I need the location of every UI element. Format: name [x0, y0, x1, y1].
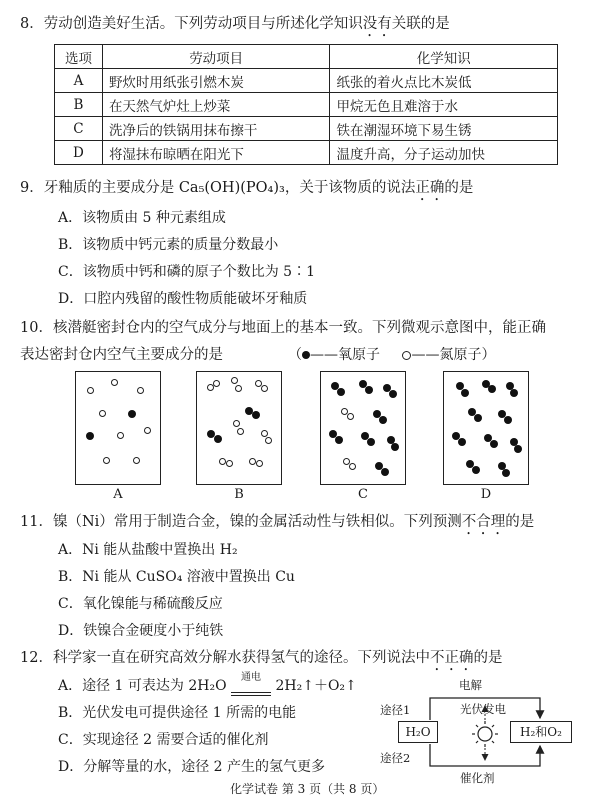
q8-stem: 8．劳动创造美好生活。下列劳动项目与所述化学知识没有关联的是	[20, 16, 450, 32]
oxygen-atom-icon	[490, 440, 498, 448]
nitrogen-atom-icon	[99, 410, 106, 417]
q9-option-b: B．该物质中钙元素的质量分数最小	[58, 237, 279, 253]
nitrogen-atom-icon	[349, 463, 356, 470]
oxygen-atom-icon	[504, 416, 512, 424]
nitrogen-atom-icon	[237, 428, 244, 435]
legend-paren: （	[288, 347, 302, 363]
nitrogen-atom-icon	[137, 387, 144, 394]
legend-nitrogen: ——氮原子	[411, 347, 482, 363]
oxygen-atom-icon	[365, 386, 373, 394]
table-cell: A	[55, 69, 103, 93]
diagram-electrolysis: 电解	[459, 678, 482, 692]
oxygen-atom-icon	[381, 468, 389, 476]
table-header: 选项	[55, 45, 103, 69]
oxygen-atom-icon	[391, 443, 399, 451]
q11-option-a: A．Ni 能从盐酸中置换出 H₂	[58, 542, 238, 558]
table-header: 化学知识	[330, 45, 558, 69]
oxygen-atom-icon	[502, 469, 510, 477]
q9-option-d: D．口腔内残留的酸性物质能破坏牙釉质	[58, 291, 308, 307]
table-row	[55, 93, 558, 117]
diagram-label-b: B	[234, 487, 244, 502]
q11-stem: 11．镍（Ni）常用于制造合金，镍的金属活动性与铁相似。下列预测不合理的是	[20, 514, 535, 530]
oxygen-atom-icon	[86, 432, 94, 440]
q11-option-c: C．氧化镍能与稀硫酸反应	[58, 596, 223, 612]
nitrogen-atom-icon	[347, 413, 354, 420]
diagram-catalyst: 催化剂	[460, 771, 495, 785]
table-cell: 铁在潮湿环境下易生锈	[330, 117, 558, 141]
oxygen-atom-icon	[488, 385, 496, 393]
oxygen-atom-icon	[367, 438, 375, 446]
nitrogen-atom-icon	[233, 420, 240, 427]
table-cell: 温度升高，分子运动加快	[330, 141, 558, 165]
oxygen-atom-icon	[510, 389, 518, 397]
q12-option-a: A．途径 1 可表达为 2H₂O 通电 2H₂↑＋O₂↑	[58, 672, 357, 694]
table-cell: 在天然气炉灶上炒菜	[102, 93, 330, 117]
oxygen-atom-icon	[335, 436, 343, 444]
oxygen-atom-icon	[302, 351, 310, 359]
q9-option-a: A．该物质由 5 种元素组成	[58, 210, 226, 226]
legend-paren: ）	[481, 347, 496, 363]
nitrogen-atom-icon	[231, 377, 238, 384]
diagram-route1: 途径1	[380, 703, 411, 717]
diagram-box-b	[196, 371, 282, 485]
table-cell: 甲烷无色且难溶于水	[330, 93, 558, 117]
oxygen-atom-icon	[514, 445, 522, 453]
q12-option-c: C．实现途径 2 需要合适的催化剂	[58, 732, 269, 748]
table-cell: B	[55, 93, 103, 117]
nitrogen-atom-icon	[219, 458, 226, 465]
diagram-pv: 光伏发电	[460, 702, 506, 716]
page-footer: 化学试卷 第 3 页（共 8 页）	[230, 782, 385, 796]
table-row	[55, 69, 558, 93]
nitrogen-atom-icon	[226, 460, 233, 467]
diagram-label-d: D	[480, 487, 492, 502]
table-cell: 纸张的着火点比木炭低	[330, 69, 558, 93]
oxygen-atom-icon	[128, 410, 136, 418]
oxygen-atom-icon	[472, 466, 480, 474]
oxygen-atom-icon	[389, 390, 397, 398]
table-cell: C	[55, 117, 103, 141]
reaction-arrow: 通电	[231, 682, 271, 696]
diagram-box-a	[75, 371, 161, 485]
diagram-box-c	[320, 371, 406, 485]
q11-option-d: D．铁镍合金硬度小于纯铁	[58, 623, 224, 639]
diagram-products-box: H₂和O₂	[510, 721, 572, 743]
nitrogen-atom-icon	[235, 385, 242, 392]
table-row	[55, 117, 558, 141]
oxygen-atom-icon	[474, 414, 482, 422]
oxygen-atom-icon	[379, 416, 387, 424]
table-cell: 将湿抹布晾晒在阳光下	[102, 141, 330, 165]
nitrogen-atom-icon	[256, 460, 263, 467]
q11-option-b: B．Ni 能从 CuSO₄ 溶液中置换出 Cu	[58, 569, 295, 585]
oxygen-atom-icon	[214, 435, 222, 443]
table-cell: D	[55, 141, 103, 165]
oxygen-atom-icon	[458, 438, 466, 446]
oxygen-atom-icon	[461, 389, 469, 397]
q10-stem-line2: 表达密封仓内空气主要成分的是	[20, 347, 223, 363]
nitrogen-atom-icon	[117, 432, 124, 439]
legend-oxygen: ——氧原子	[310, 347, 380, 363]
oxygen-atom-icon	[337, 388, 345, 396]
q12-option-b: B．光伏发电可提供途径 1 所需的电能	[58, 705, 297, 721]
diagram-label-c: C	[358, 487, 368, 502]
q8-table	[54, 44, 558, 165]
sun-icon	[472, 721, 498, 747]
nitrogen-atom-icon	[133, 457, 140, 464]
table-header-row	[55, 45, 558, 69]
diagram-route2: 途径2	[380, 751, 411, 765]
nitrogen-atom-icon	[261, 430, 268, 437]
oxygen-atom-icon	[252, 411, 260, 419]
nitrogen-atom-icon	[213, 380, 220, 387]
table-cell: 野炊时用纸张引燃木炭	[102, 69, 330, 93]
nitrogen-atom-icon	[111, 379, 118, 386]
table-cell: 洗净后的铁锅用抹布擦干	[102, 117, 330, 141]
table-row	[55, 141, 558, 165]
nitrogen-atom-icon	[144, 427, 151, 434]
nitrogen-atom-icon	[265, 437, 272, 444]
q9-option-c: C．该物质中钙和磷的原子个数比为 5∶1	[58, 264, 315, 280]
q10-legend	[288, 345, 495, 365]
nitrogen-atom-icon	[249, 458, 256, 465]
diagram-box-d	[443, 371, 529, 485]
nitrogen-atom-icon	[103, 457, 110, 464]
q12-stem: 12．科学家一直在研究高效分解水获得氢气的途径。下列说法中不正确的是	[20, 650, 503, 666]
diagram-label-a: A	[113, 487, 123, 502]
nitrogen-atom-icon	[261, 385, 268, 392]
table-header: 劳动项目	[102, 45, 330, 69]
diagram-h2o-box: H₂O	[398, 721, 438, 743]
q9-stem: 9．牙釉质的主要成分是 Ca₅(OH)(PO₄)₃，关于该物质的说法正确的是	[20, 180, 474, 196]
nitrogen-atom-icon	[87, 387, 94, 394]
q12-option-d: D．分解等量的水，途径 2 产生的氢气更多	[58, 759, 326, 775]
q10-stem-line1: 10．核潜艇密封仓内的空气成分与地面上的基本一致。下列微观示意图中，能正确	[20, 320, 546, 336]
